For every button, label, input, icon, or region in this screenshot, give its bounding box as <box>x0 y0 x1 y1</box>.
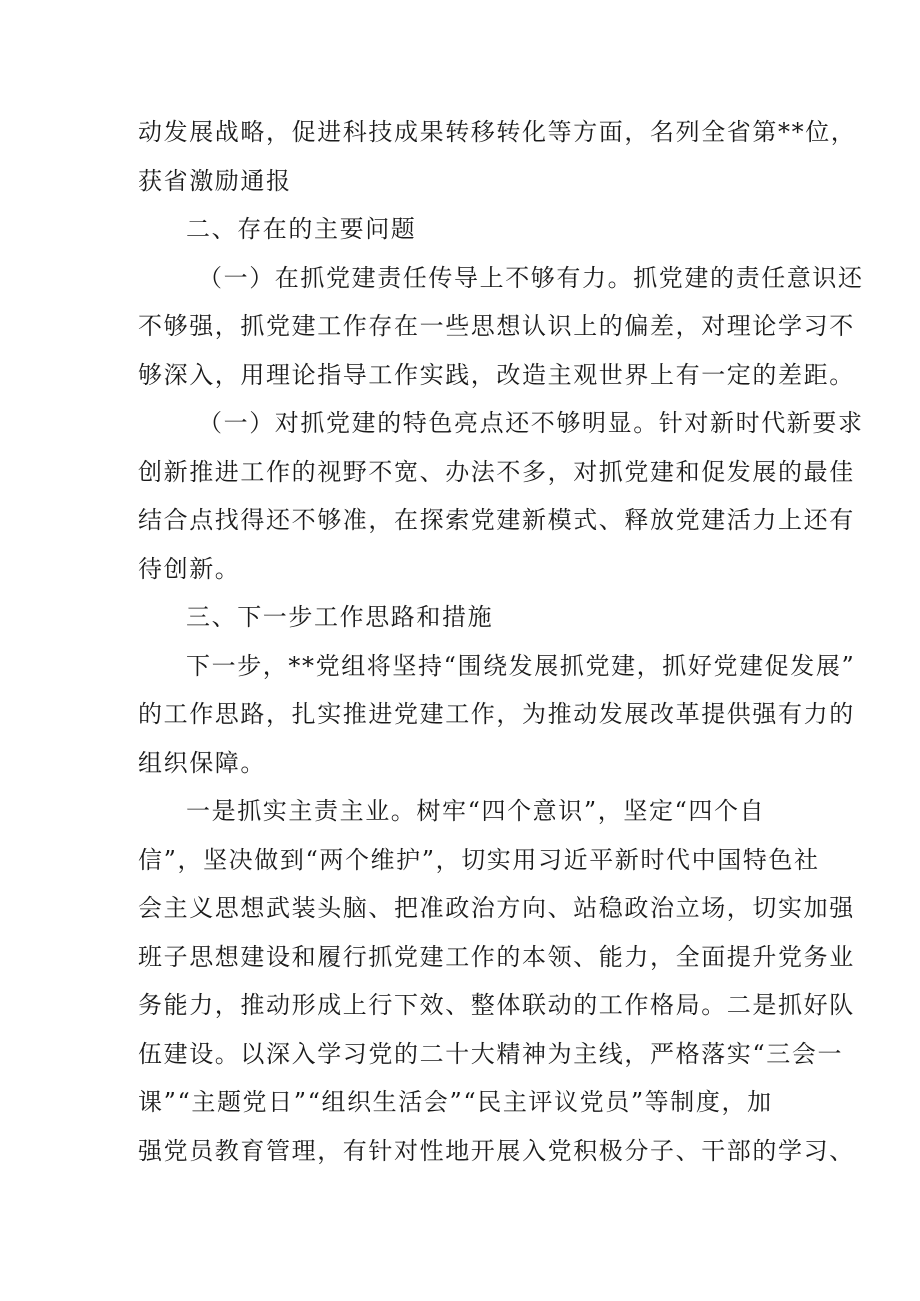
text-line: 会主义思想武装头脑、把准政治方向、站稳政治立场，切实加强 <box>138 894 855 922</box>
text-line: 待创新。 <box>138 554 241 583</box>
section-heading: 三、下一步工作思路和措施 <box>186 603 494 631</box>
section-heading-next-steps <box>138 593 798 642</box>
section-heading: 二、存在的主要问题 <box>186 215 417 243</box>
section-heading-main-problems <box>138 205 798 254</box>
text-line: 强党员教育管理，有针对性地开展入党积极分子、干部的学习、 <box>138 1136 855 1165</box>
text-line: （一）对抓党建的特色亮点还不够明显。针对新时代新要求 <box>198 409 864 437</box>
text-line: 获省激励通报 <box>138 166 292 195</box>
text-line: 信”，坚决做到“两个维护”，切实用习近平新时代中国特色社 <box>138 845 820 874</box>
text-line: 结合点找得还不够准，在探索党建新模式、释放党建活力上还有 <box>138 506 855 534</box>
paragraph-measures <box>138 787 855 1175</box>
text-line: （一）在抓党建责任传导上不够有力。抓党建的责任意识还 <box>198 263 864 292</box>
paragraph-problem-2 <box>138 399 864 593</box>
document-body <box>138 108 864 1175</box>
text-line: 不够强，抓党建工作存在一些思想认识上的偏差，对理论学习不 <box>138 312 855 340</box>
text-line: 伍建设。以深入学习党的二十大精神为主线，严格落实“三会一 <box>138 1039 844 1068</box>
text-line: 创新推进工作的视野不宽、办法不多，对抓党建和促发展的最佳 <box>138 457 855 486</box>
text-line: 够深入，用理论指导工作实践，改造主观世界上有一定的差距。 <box>138 360 855 389</box>
text-line: 动发展战略，促进科技成果转移转化等方面，名列全省第**位， <box>138 118 857 146</box>
paragraph-next-steps-intro <box>138 642 856 788</box>
text-line: 课”“主题党日”“组织生活会”“民主评议党员”等制度，加 <box>138 1088 773 1116</box>
text-line: 组织保障。 <box>138 748 266 777</box>
text-line: 务能力，推动形成上行下效、整体联动的工作格局。二是抓好队 <box>138 991 855 1019</box>
text-line: 一是抓实主责主业。树牢“四个意识”，坚定“四个自 <box>186 797 766 825</box>
paragraph-achievement-continuation <box>138 108 857 205</box>
paragraph-problem-1 <box>138 254 864 400</box>
text-line: 的工作思路，扎实推进党建工作，为推动发展改革提供强有力的 <box>138 700 855 728</box>
text-line: 下一步，**党组将坚持“围绕发展抓党建，抓好党建促发展” <box>186 651 856 680</box>
text-line: 班子思想建设和履行抓党建工作的本领、能力，全面提升党务业 <box>138 942 855 971</box>
